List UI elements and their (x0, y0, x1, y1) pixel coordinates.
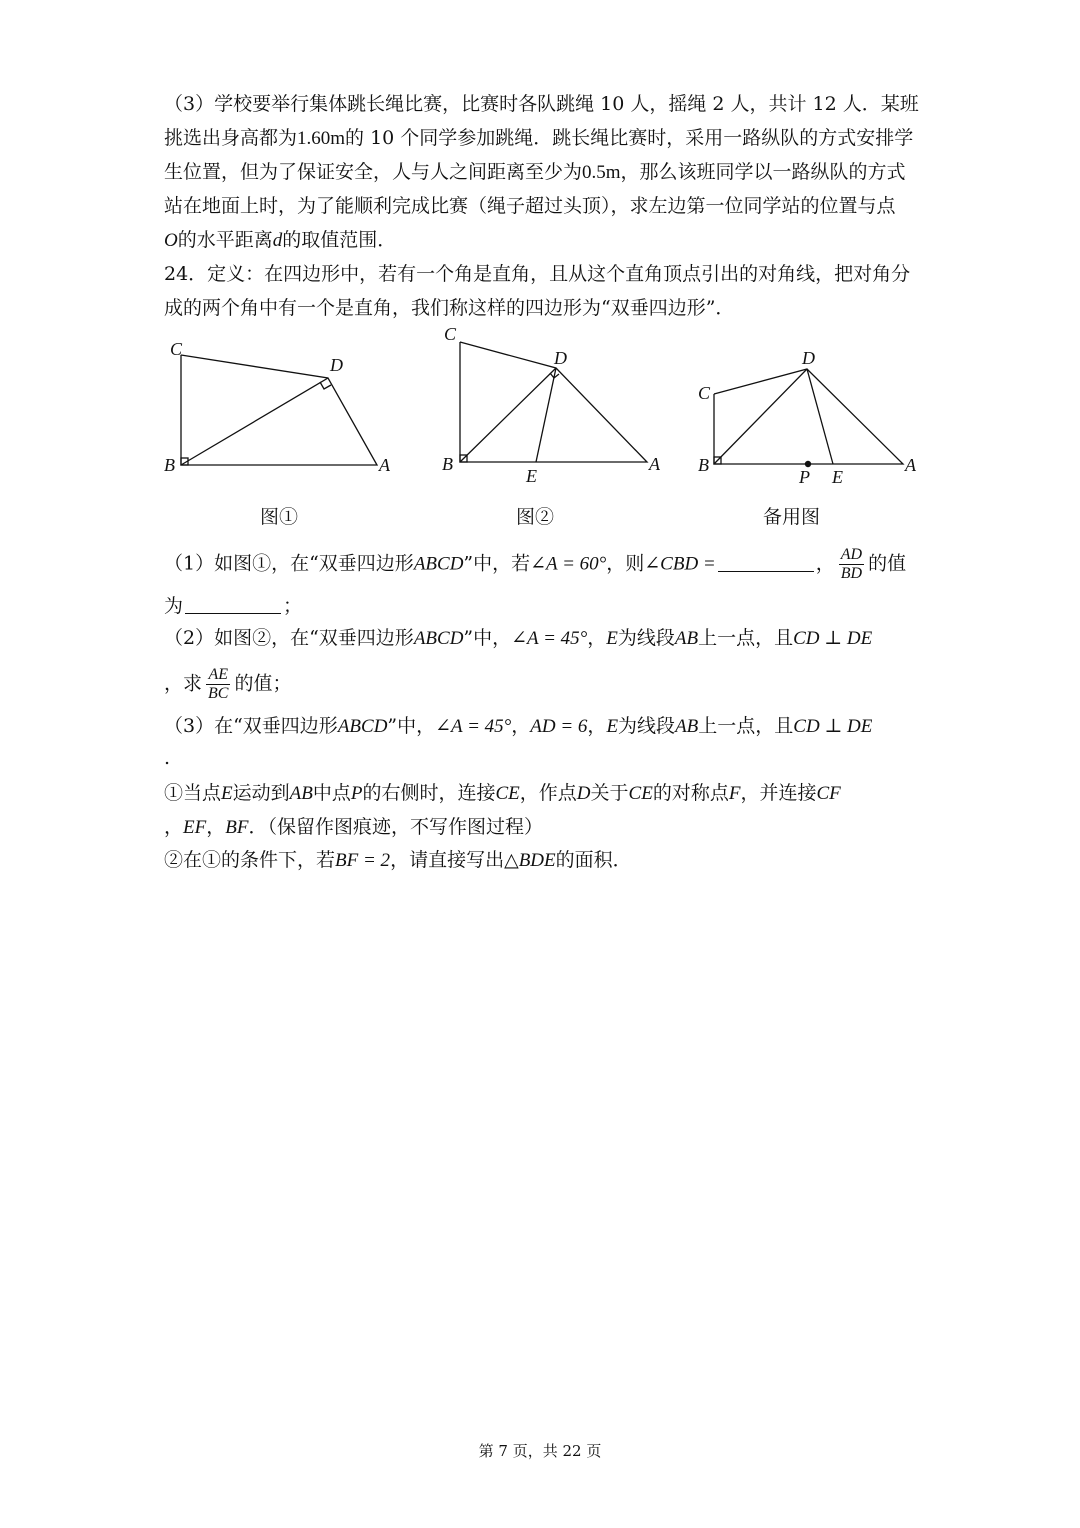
figure-backup (695, 340, 925, 494)
q24-part1-line-1: （1）如图①，在“双垂四边形ABCD”中，若∠A = 60°，则∠CBD = ， $\frac{AD}{BD}$ 的值 (164, 546, 907, 582)
q24-part3-line-2: . (164, 747, 171, 769)
q23-line-5: O的水平距离d的取值范围． (164, 229, 397, 251)
fig2-label-A: A (649, 454, 660, 474)
answer-blank-2[interactable] (185, 595, 281, 614)
fig1-label-B: B (164, 455, 175, 475)
q23-line-3: 生位置，但为了保证安全，人与人之间距离至少为0.5m，那么该班同学以一路纵队的方式 (164, 161, 906, 183)
fig2-label-D: D (554, 348, 567, 368)
fig2-label-B: B (442, 454, 453, 474)
fig3-label-C: C (698, 383, 711, 403)
q23-line-1: （3）学校要举行集体跳长绳比赛，比赛时各队跳绳 10 人，摇绳 2 人，共计 12 人．某班 (164, 93, 919, 115)
q24-sub1-line-1: ①当点E运动到AB中点P的右侧时，连接CE，作点D关于CE的对称点F，并连接CF (164, 782, 841, 804)
figure-2 (440, 320, 670, 494)
q24-definition-line-1: 24．定义：在四边形中，若有一个角是直角，且从这个直角顶点引出的对角线，把对角分 (164, 263, 911, 285)
q24-definition-line-2: 成的两个角中有一个是直角，我们称这样的四边形为“双垂四边形”． (164, 297, 735, 319)
q23-line-2: 挑选出身高都为1.60m的 10 个同学参加跳绳．跳长绳比赛时，采用一路纵队的方式安排学 (164, 127, 914, 149)
q24-part2-line-1: （2）如图②，在“双垂四边形ABCD”中，∠A = 45°，E为线段AB上一点，且CD ⊥ DE (164, 627, 873, 649)
q24-part1-line-2: 为 ； (164, 595, 303, 617)
fig2-label-E: E (526, 466, 537, 486)
figure-1 (160, 335, 400, 489)
fig2-label-C: C (444, 324, 457, 344)
fig3-label-P: P (799, 467, 810, 487)
fig3-label-E: E (832, 467, 843, 487)
q24-part3-line-1: （3）在“双垂四边形ABCD”中，∠A = 45°，AD = 6，E为线段AB上一点，且CD ⊥ DE (164, 715, 873, 737)
fig1-label-D: D (330, 355, 343, 375)
q24-sub2-line: ②在①的条件下，若BF = 2，请直接写出△BDE的面积． (164, 849, 632, 871)
caption-figure-2: 图② (516, 506, 555, 528)
answer-blank-1[interactable] (718, 553, 814, 572)
fraction-ad-bd: $\frac{AD}{BD}$ (840, 546, 863, 582)
fig3-label-D: D (802, 348, 815, 368)
fig3-label-B: B (698, 455, 709, 475)
fig1-label-C: C (170, 339, 183, 359)
fig1-label-A: A (379, 455, 390, 475)
caption-backup-figure: 备用图 (763, 506, 821, 528)
page-footer: 第 7 页，共 22 页 (478, 1442, 602, 1460)
q24-part2-line-2: ，求 $\frac{AE}{BC}$ 的值； (164, 666, 292, 702)
fraction-ae-bc: $\frac{AE}{BC}$ (208, 666, 229, 702)
fig3-label-A: A (905, 455, 916, 475)
caption-figure-1: 图① (260, 506, 299, 528)
q24-sub1-line-2: ，EF，BF．（保留作图痕迹，不写作图过程） (164, 816, 543, 838)
q23-line-4: 站在地面上时，为了能顺利完成比赛（绳子超过头顶），求左边第一位同学站的位置与点 (164, 195, 896, 217)
